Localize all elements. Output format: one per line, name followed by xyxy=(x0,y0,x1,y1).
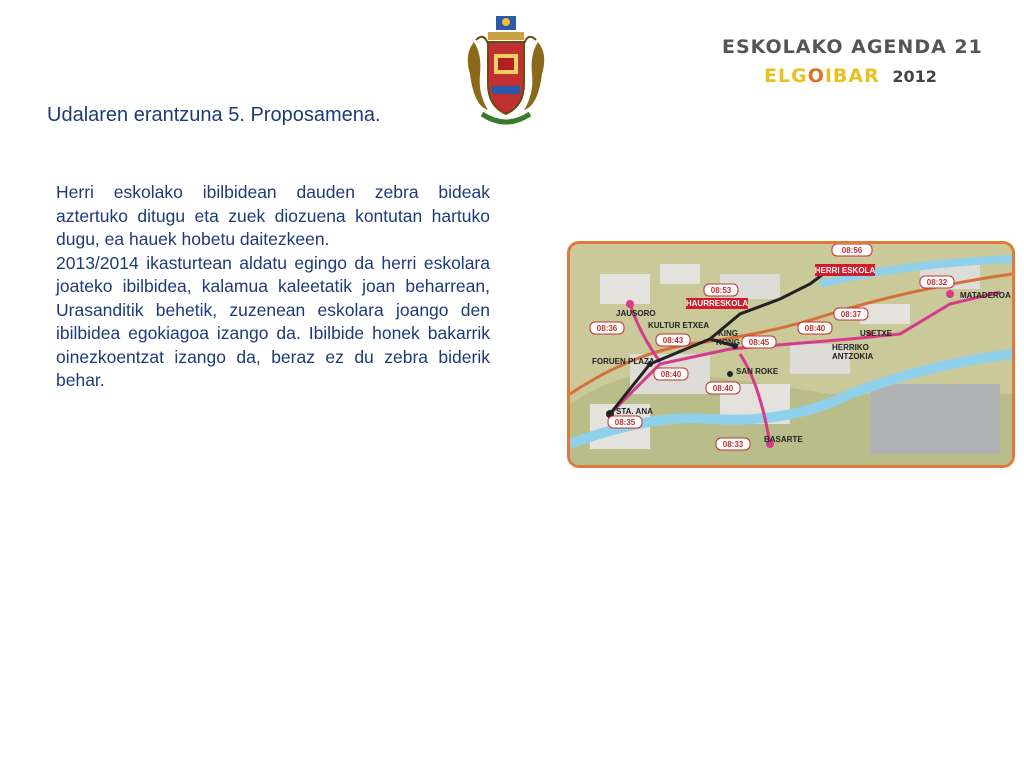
place-jausoro: JAUSORO xyxy=(616,309,656,318)
time-0840c: 08:40 xyxy=(712,384,734,393)
paragraph-2: 2013/2014 ikasturtean aldatu egingo da herri eskolara joateko ibilbidea, kalamua kaleetatik joan beharrean, Urasanditik behetik, zuzenean eskolara joango den ibilbidea egokiagoa izango da. Ibilbide honek bakarrik oinezkoentzat izango da, beraz ez du zebra biderik behar. xyxy=(56,252,490,390)
agenda-title: ESKOLAKO AGENDA 21 xyxy=(722,36,983,58)
agenda-subtitle: ELGOIBAR 2012 xyxy=(764,65,937,87)
time-0840a: 08:40 xyxy=(804,324,826,333)
route-map xyxy=(567,241,1015,468)
time-0853: 08:53 xyxy=(710,286,732,295)
place-foruen-plaza: FORUEN PLAZA xyxy=(592,357,655,366)
body-text xyxy=(56,181,490,393)
time-0845: 08:45 xyxy=(748,338,770,347)
page-title: Udalaren erantzuna 5. Proposamena. xyxy=(47,104,381,126)
place-herri-eskola: HERRI ESKOLA xyxy=(814,266,876,275)
time-0832: 08:32 xyxy=(926,278,948,287)
place-basarte: BASARTE xyxy=(764,435,803,444)
town-crest-logo xyxy=(462,14,550,130)
time-0836: 08:36 xyxy=(596,324,618,333)
time-0837: 08:37 xyxy=(840,310,862,319)
place-mataderoa: MATADEROA xyxy=(960,291,1011,300)
paragraph-1: Herri eskolako ibilbidean dauden zebra bideak aztertuko ditugu eta zuek diozuena kontutan hartuko dugu, ea hauek hobetu daitezkeen. xyxy=(56,182,490,249)
place-kultur-etxea: KULTUR ETXEA xyxy=(648,321,710,330)
place-kong: KONG xyxy=(716,338,740,347)
time-0840b: 08:40 xyxy=(660,370,682,379)
agenda-logo xyxy=(722,36,983,96)
place-sta-ana: STA. ANA xyxy=(616,407,653,416)
place-king: KING xyxy=(718,329,738,338)
place-herriko: HERRIKO xyxy=(832,343,869,352)
place-usetxe: USETXE xyxy=(860,329,893,338)
place-antzokia: ANTZOKIA xyxy=(832,352,874,361)
place-haurreskola: HAURRESKOLA xyxy=(685,299,749,308)
agenda-year: 2012 xyxy=(892,67,937,86)
time-0843: 08:43 xyxy=(662,336,684,345)
time-0833: 08:33 xyxy=(722,440,744,449)
place-san-roke: SAN ROKE xyxy=(736,367,779,376)
time-0856: 08:56 xyxy=(841,246,863,255)
time-0835: 08:35 xyxy=(614,418,636,427)
